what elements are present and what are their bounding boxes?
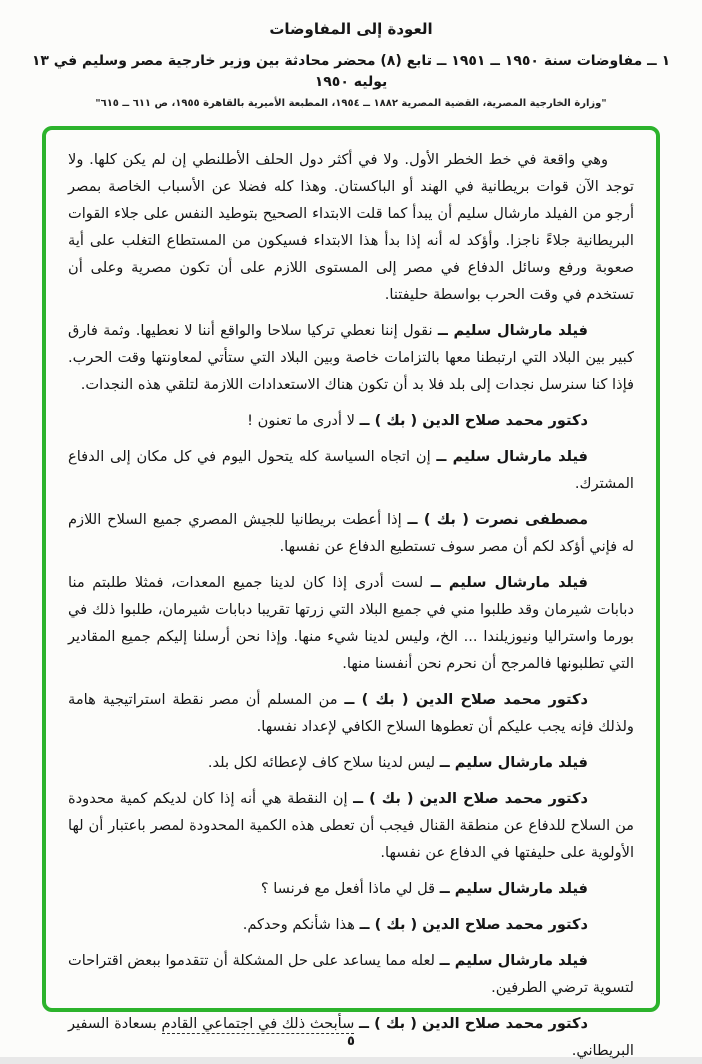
dialogue-paragraph: دكتور محمد صلاح الدين ( بك ) ــ من المسلم أن مصر نقطة استراتيجية هامة ولذلك فإنه يجب عليكم أن تعطوها السلاح الكافي لإعداد نفسها. [68,691,634,735]
speaker-name: دكتور محمد صلاح الدين ( بك ) ــ [359,1015,588,1032]
speaker-name: فيلد مارشال سليم ــ [436,448,588,465]
underlined-phrase: سأبحث ذلك في اجتماعي القادم [161,1015,355,1032]
entry-heading: ١ ــ مفاوضات سنة ١٩٥٠ ــ ١٩٥١ ــ تابع (٨) محضر محادثة بين وزير خارجية مصر وسليم في ١٣ يوليه ١٩٥٠ [31,53,671,90]
speaker-name: دكتور محمد صلاح الدين ( بك ) ــ [359,916,588,933]
dialogue-paragraph: فيلد مارشال سليم ــ لست أدرى إذا كان لدينا جميع المعدات، فمثلا طلبتم منا دبابات شيرمان وقد طلبوا مني في جميع البلاد التي زرتها تقريبا دبابات شيرمان، طلبوا ذلك في بورما واستراليا ونيوزيلندا ... الخ، وليس لدينا شيء منها. وإذا نحن أرسلنا إليكم جميع المقادير التي تطلبونها فالمرجح أن نحرم نحن أنفسنا منها. [68,574,634,672]
dialogue-paragraph: دكتور محمد صلاح الدين ( بك ) ــ هذا شأنكم وحدكم. [242,916,588,933]
dialogue-paragraph: فيلد مارشال سليم ــ قل لي ماذا أفعل مع فرنسا ؟ [260,880,588,897]
speaker-name: فيلد مارشال سليم ــ [439,880,588,897]
body-paragraph: وهي واقعة في خط الخطر الأول. ولا في أكثر دول الحلف الأطلنطي إن لم يكن كلها. ولا توجد الآن قوات بريطانية في الهند أو الباكستان. وهذا كله فضلا عن الأسباب الخاصة بمصر أرجو من الفيلد مارشال سليم أن يبدأ كما قلت الابتداء الصحيح بتوطيد النفس على جلاء القوات البريطانية جلاءً ناجزا. وأؤكد له أنه إذا بدأ هذا الابتداء فسيكون من المستطاع التغلب على أية صعوبة ورفع وسائل الدفاع في مصر إلى المستوى اللازم على أن تكون مصرية وعلى أن تستخدم في وقت الحرب بواسطة حليفتنا. [68,151,634,303]
dialogue-paragraph: مصطفى نصرت ( بك ) ــ إذا أعطت بريطانيا للجيش المصري جميع السلاح اللازم له فإني أؤكد لكم أن مصر سوف تستطيع الدفاع عن نفسها. [68,511,634,555]
green-frame [42,126,660,1059]
speaker-name: دكتور محمد صلاح الدين ( بك ) ــ [359,412,588,429]
speaker-name: فيلد مارشال سليم ــ [437,322,588,339]
dialogue-paragraph: دكتور محمد صلاح الدين ( بك ) ــ سأبحث ذلك في اجتماعي القادم بسعادة السفير البريطاني. [68,1015,634,1059]
dialogue-paragraph: فيلد مارشال سليم ــ ليس لدينا سلاح كاف لإعطائه لكل بلد. [207,754,588,771]
dialogue-paragraph: فيلد مارشال سليم ــ إن اتجاه السياسة كله يتحول اليوم في كل مكان إلى الدفاع المشترك. [68,448,634,492]
speaker-name: دكتور محمد صلاح الدين ( بك ) ــ [353,790,588,807]
speaker-name: فيلد مارشال سليم ــ [439,952,588,969]
speaker-name: فيلد مارشال سليم ــ [439,754,588,771]
speaker-name: فيلد مارشال سليم ــ [430,574,588,591]
document-title: العودة إلى المفاوضات [269,20,433,38]
speaker-name: دكتور محمد صلاح الدين ( بك ) ــ [344,691,588,708]
citation-line: "وزارة الخارجية المصرية، القضية المصرية ١٨٨٢ ــ ١٩٥٤، المطبعة الأميرية بالقاهرة ١٩٥٥، ص ٦١١ ــ ٦١٥" [95,98,607,109]
dialogue-paragraph: دكتور محمد صلاح الدين ( بك ) ــ إن النقطة هي أنه إذا كان لديكم كمية محدودة من السلاح للدفاع عن منطقة القنال فيجب أن تعطى هذه الكمية المحدودة لمصر باعتبار أن لها الأولوية على حليفتها في الدفاع عن نفسها. [68,790,634,861]
page-number: ٥ [347,1034,355,1049]
dialogue-paragraph: دكتور محمد صلاح الدين ( بك ) ــ لا أدرى ما تعنون ! [247,412,588,429]
dialogue-paragraph: فيلد مارشال سليم ــ نقول إننا نعطي تركيا سلاحا والواقع أننا لا نعطيها. وثمة فارق كبير بين البلاد التي ارتبطنا معها بالتزامات خاصة وبين البلاد التي ستأتي لمعاونتها وقت الحرب. فإذا كنا سنرسل نجدات إلى بلد فلا بد أن تكون هناك الاستعدادات اللازمة لتلقي هذه النجدات. [68,322,634,393]
page-header [0,0,702,109]
dialogue-paragraph: فيلد مارشال سليم ــ لعله مما يساعد على حل المشكلة أن تتقدموا ببعض اقتراحات لتسوية ترضي الطرفين. [68,952,634,996]
speaker-name: مصطفى نصرت ( بك ) ــ [407,511,589,528]
